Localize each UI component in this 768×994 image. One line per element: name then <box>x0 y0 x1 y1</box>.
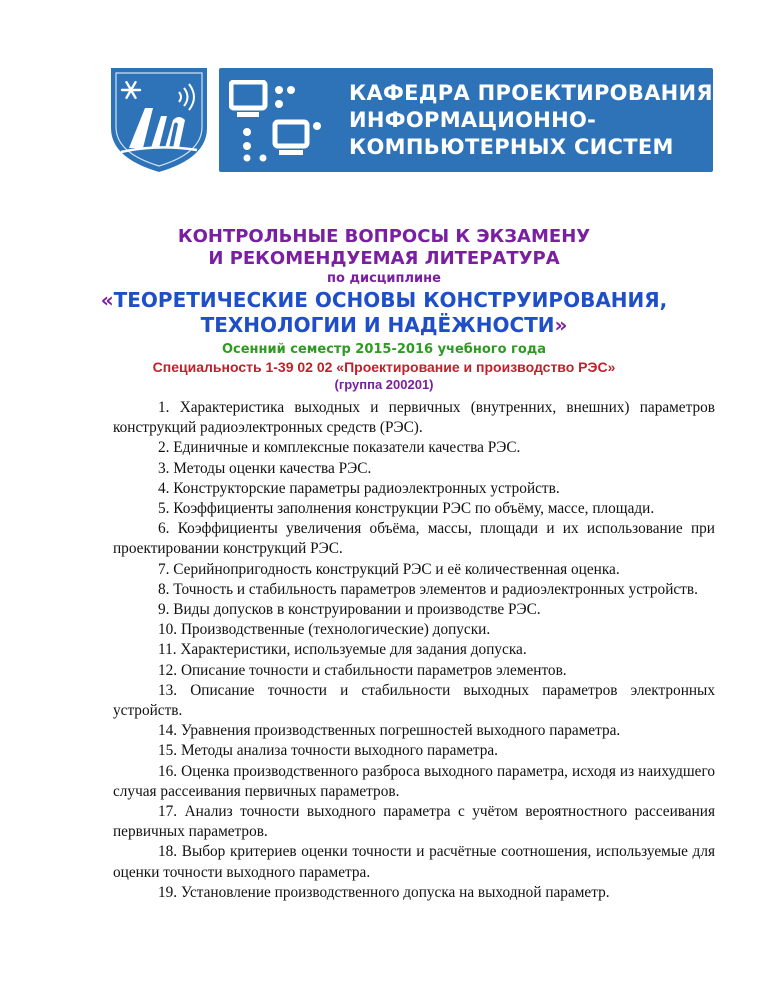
question-item: 7. Серийнопригодность конструкций РЭС и её количественная оценка. <box>158 560 620 578</box>
question-item: 6. Коэффициенты увеличения объёма, массы, площади и их использование при проектировании конструкций РЭС. <box>113 520 715 558</box>
question-item: 16. Оценка производственного разброса выходного параметра, исходя из наихудшего случая рассеивания первичных параметров. <box>113 762 715 800</box>
question-item: 3. Методы оценки качества РЭС. <box>158 459 372 477</box>
department-name-line: КОМПЬЮТЕРНЫХ СИСТЕМ <box>349 135 674 159</box>
department-name <box>349 80 713 161</box>
discipline-name-line-2 <box>0 313 768 338</box>
question-item: 5. Коэффициенты заполнения конструкции РЭС по объёму, массе, площади. <box>158 500 655 518</box>
computer-network-icon <box>229 80 327 162</box>
question-item: 10. Производственные (технологические) допуски. <box>158 621 491 639</box>
discipline-label: по дисциплине <box>327 271 441 286</box>
question-item: 18. Выбор критериев оценки точности и расчётные соотношения, используемые для оценки точности выходного параметра. <box>113 843 715 881</box>
title-line-2: И РЕКОМЕНДУЕМАЯ ЛИТЕРАТУРА <box>208 248 560 269</box>
question-item: 19. Установление производственного допуска на выходной параметр. <box>158 883 610 901</box>
question-item: 4. Конструкторские параметры радиоэлектронных устройств. <box>158 479 560 497</box>
group-label: (группа 200201) <box>334 377 434 392</box>
question-item: 8. Точность и стабильность параметров элементов и радиоэлектронных устройств. <box>158 580 698 598</box>
questions-list <box>113 398 715 903</box>
close-quote: » <box>554 313 568 337</box>
question-item: 15. Методы анализа точности выходного параметра. <box>158 742 498 760</box>
discipline-name-text: ТЕХНОЛОГИИ И НАДЁЖНОСТИ <box>200 313 555 337</box>
question-item: 1. Характеристика выходных и первичных (внутренних, внешних) параметров конструкций радиоэлектронных средств (РЭС). <box>113 399 715 437</box>
specialty-label: Специальность 1-39 02 02 «Проектирование и производство РЭС» <box>152 359 616 375</box>
question-item: 17. Анализ точности выходного параметра с учётом вероятностного рассеивания первичных параметров. <box>113 803 715 841</box>
semester-label: Осенний семестр 2015-2016 учебного года <box>221 342 547 357</box>
document-title-block <box>0 226 768 393</box>
university-crest-logo <box>107 66 211 174</box>
question-item: 14. Уравнения производственных погрешностей выходного параметра. <box>158 722 621 740</box>
department-name-line: КАФЕДРА ПРОЕКТИРОВАНИЯ <box>349 81 713 105</box>
question-item: 9. Виды допусков в конструировании и производстве РЭС. <box>158 601 541 619</box>
question-item: 13. Описание точности и стабильности выходных параметров электронных устройств. <box>113 681 715 720</box>
question-item: 2. Единичные и комплексные показатели качества РЭС. <box>158 439 521 457</box>
header <box>107 66 714 174</box>
question-item: 11. Характеристики, используемые для задания допуска. <box>158 641 527 659</box>
open-quote: « <box>100 288 114 312</box>
department-name-line: ИНФОРМАЦИОННО- <box>349 108 597 132</box>
question-item: 12. Описание точности и стабильности параметров элементов. <box>158 661 567 679</box>
discipline-name-line-1 <box>0 288 768 313</box>
discipline-name-text: ТЕОРЕТИЧЕСКИЕ ОСНОВЫ КОНСТРУИРОВАНИЯ, <box>113 288 668 312</box>
title-line-1: КОНТРОЛЬНЫЕ ВОПРОСЫ К ЭКЗАМЕНУ <box>177 226 591 247</box>
department-banner <box>219 68 713 172</box>
